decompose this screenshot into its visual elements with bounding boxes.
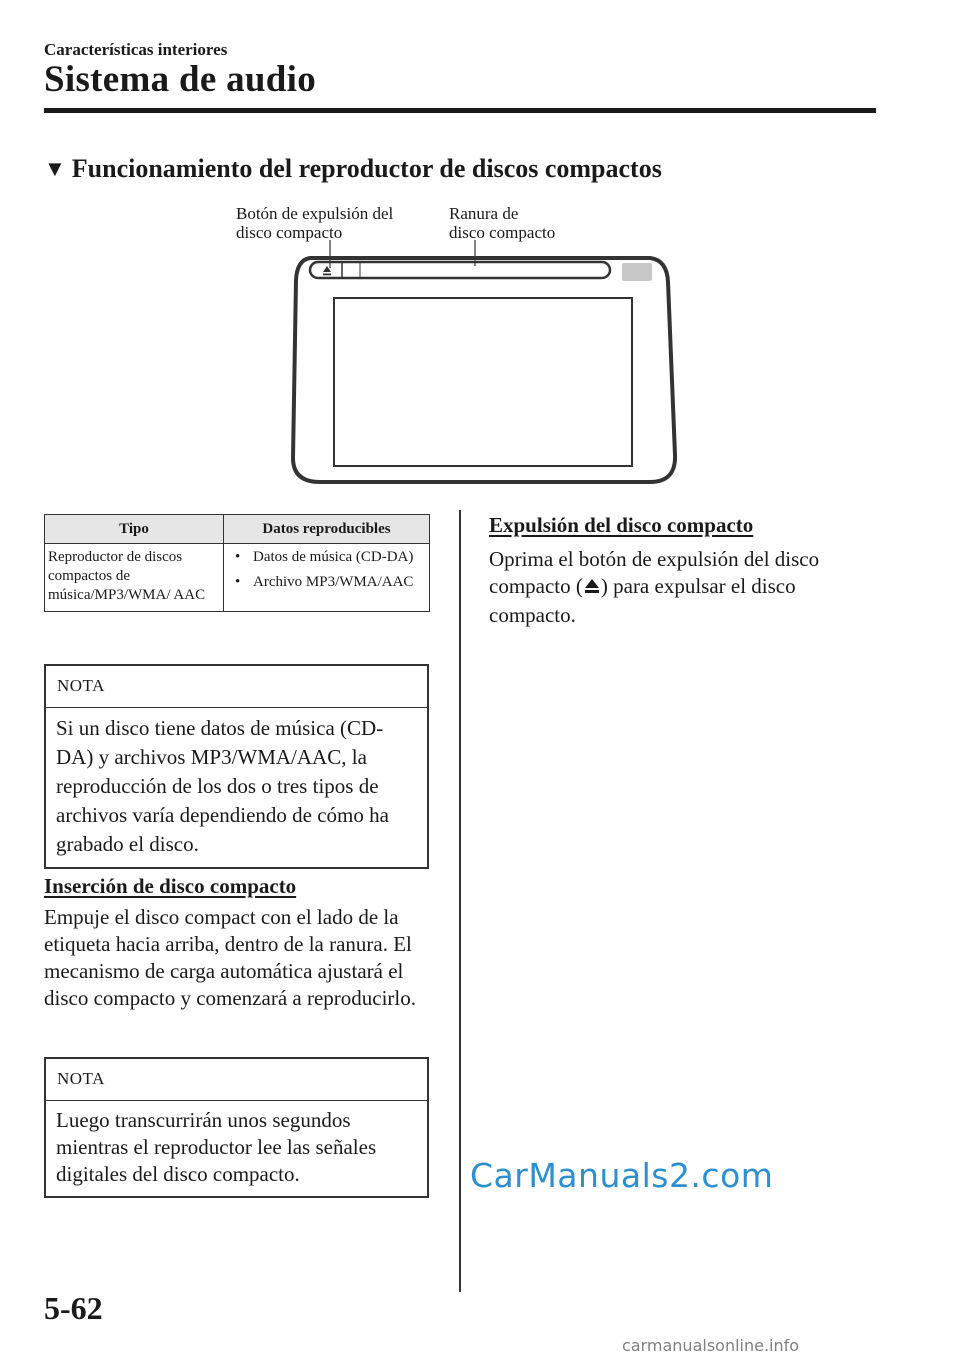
cd-unit-drawing (230, 200, 690, 490)
column-header-datos: Datos reproducibles (224, 515, 430, 544)
disc-slot (310, 262, 610, 278)
section-heading-text: Funcionamiento del reproductor de discos compactos (71, 154, 662, 183)
table-header-row (45, 515, 430, 544)
column-divider (459, 510, 461, 1292)
grey-panel (622, 263, 652, 281)
section-heading (44, 154, 662, 184)
breadcrumb: Características interiores (44, 40, 228, 59)
playable-data-table (44, 514, 430, 612)
page-title: Sistema de audio (44, 59, 317, 100)
triangle-down-icon: ▼ (44, 156, 66, 181)
eject-heading: Expulsión del disco compacto (489, 513, 754, 537)
table-cell-datos (224, 544, 430, 612)
eject-text (489, 546, 869, 629)
note-box-2 (44, 1057, 429, 1198)
note-title: NOTA (46, 666, 427, 708)
list-item: • Archivo MP3/WMA/AAC (227, 573, 426, 592)
watermark: CarManuals2.com (470, 1156, 774, 1195)
eject-button-label: Botón de expulsión del disco compacto (236, 204, 394, 242)
insertion-text: Empuje el disco compact con el lado de la etiqueta hacia arriba, dentro de la ranura. El mecanismo de carga automática ajustará el disco compacto y comenzará a reproducirlo. (44, 905, 417, 1010)
site-footer: carmanualsonline.info (622, 1336, 800, 1355)
screen (334, 298, 632, 466)
table-cell-tipo: Reproductor de discos compactos de música/MP3/WMA/ AAC (45, 544, 224, 612)
disc-slot-label: Ranura de disco compacto (449, 204, 556, 242)
note-title: NOTA (46, 1059, 427, 1101)
table-row (45, 544, 430, 612)
note-box-1 (44, 664, 429, 869)
eject-icon (583, 575, 601, 602)
note-body: Si un disco tiene datos de música (CD-DA) y archivos MP3/WMA/AAC, la reproducción de los dos o tres tipos de archivos varía dependiendo de cómo ha grabado el disco. (56, 716, 389, 856)
note-body: Luego transcurrirán unos segundos mientras el reproductor lee las señales digitales del disco compacto. (56, 1108, 377, 1186)
insertion-heading: Inserción de disco compacto (44, 874, 297, 898)
page-number: 5-62 (44, 1290, 103, 1326)
list-item: • Datos de música (CD-DA) (227, 548, 426, 567)
eject-text-after: ) para expulsar el disco compacto. (489, 574, 796, 627)
eject-text-before: Oprima el botón de expulsión del disco compacto ( (489, 547, 820, 598)
header-rule (44, 108, 876, 113)
column-header-tipo: Tipo (45, 515, 224, 544)
cd-player-diagram (230, 200, 690, 490)
